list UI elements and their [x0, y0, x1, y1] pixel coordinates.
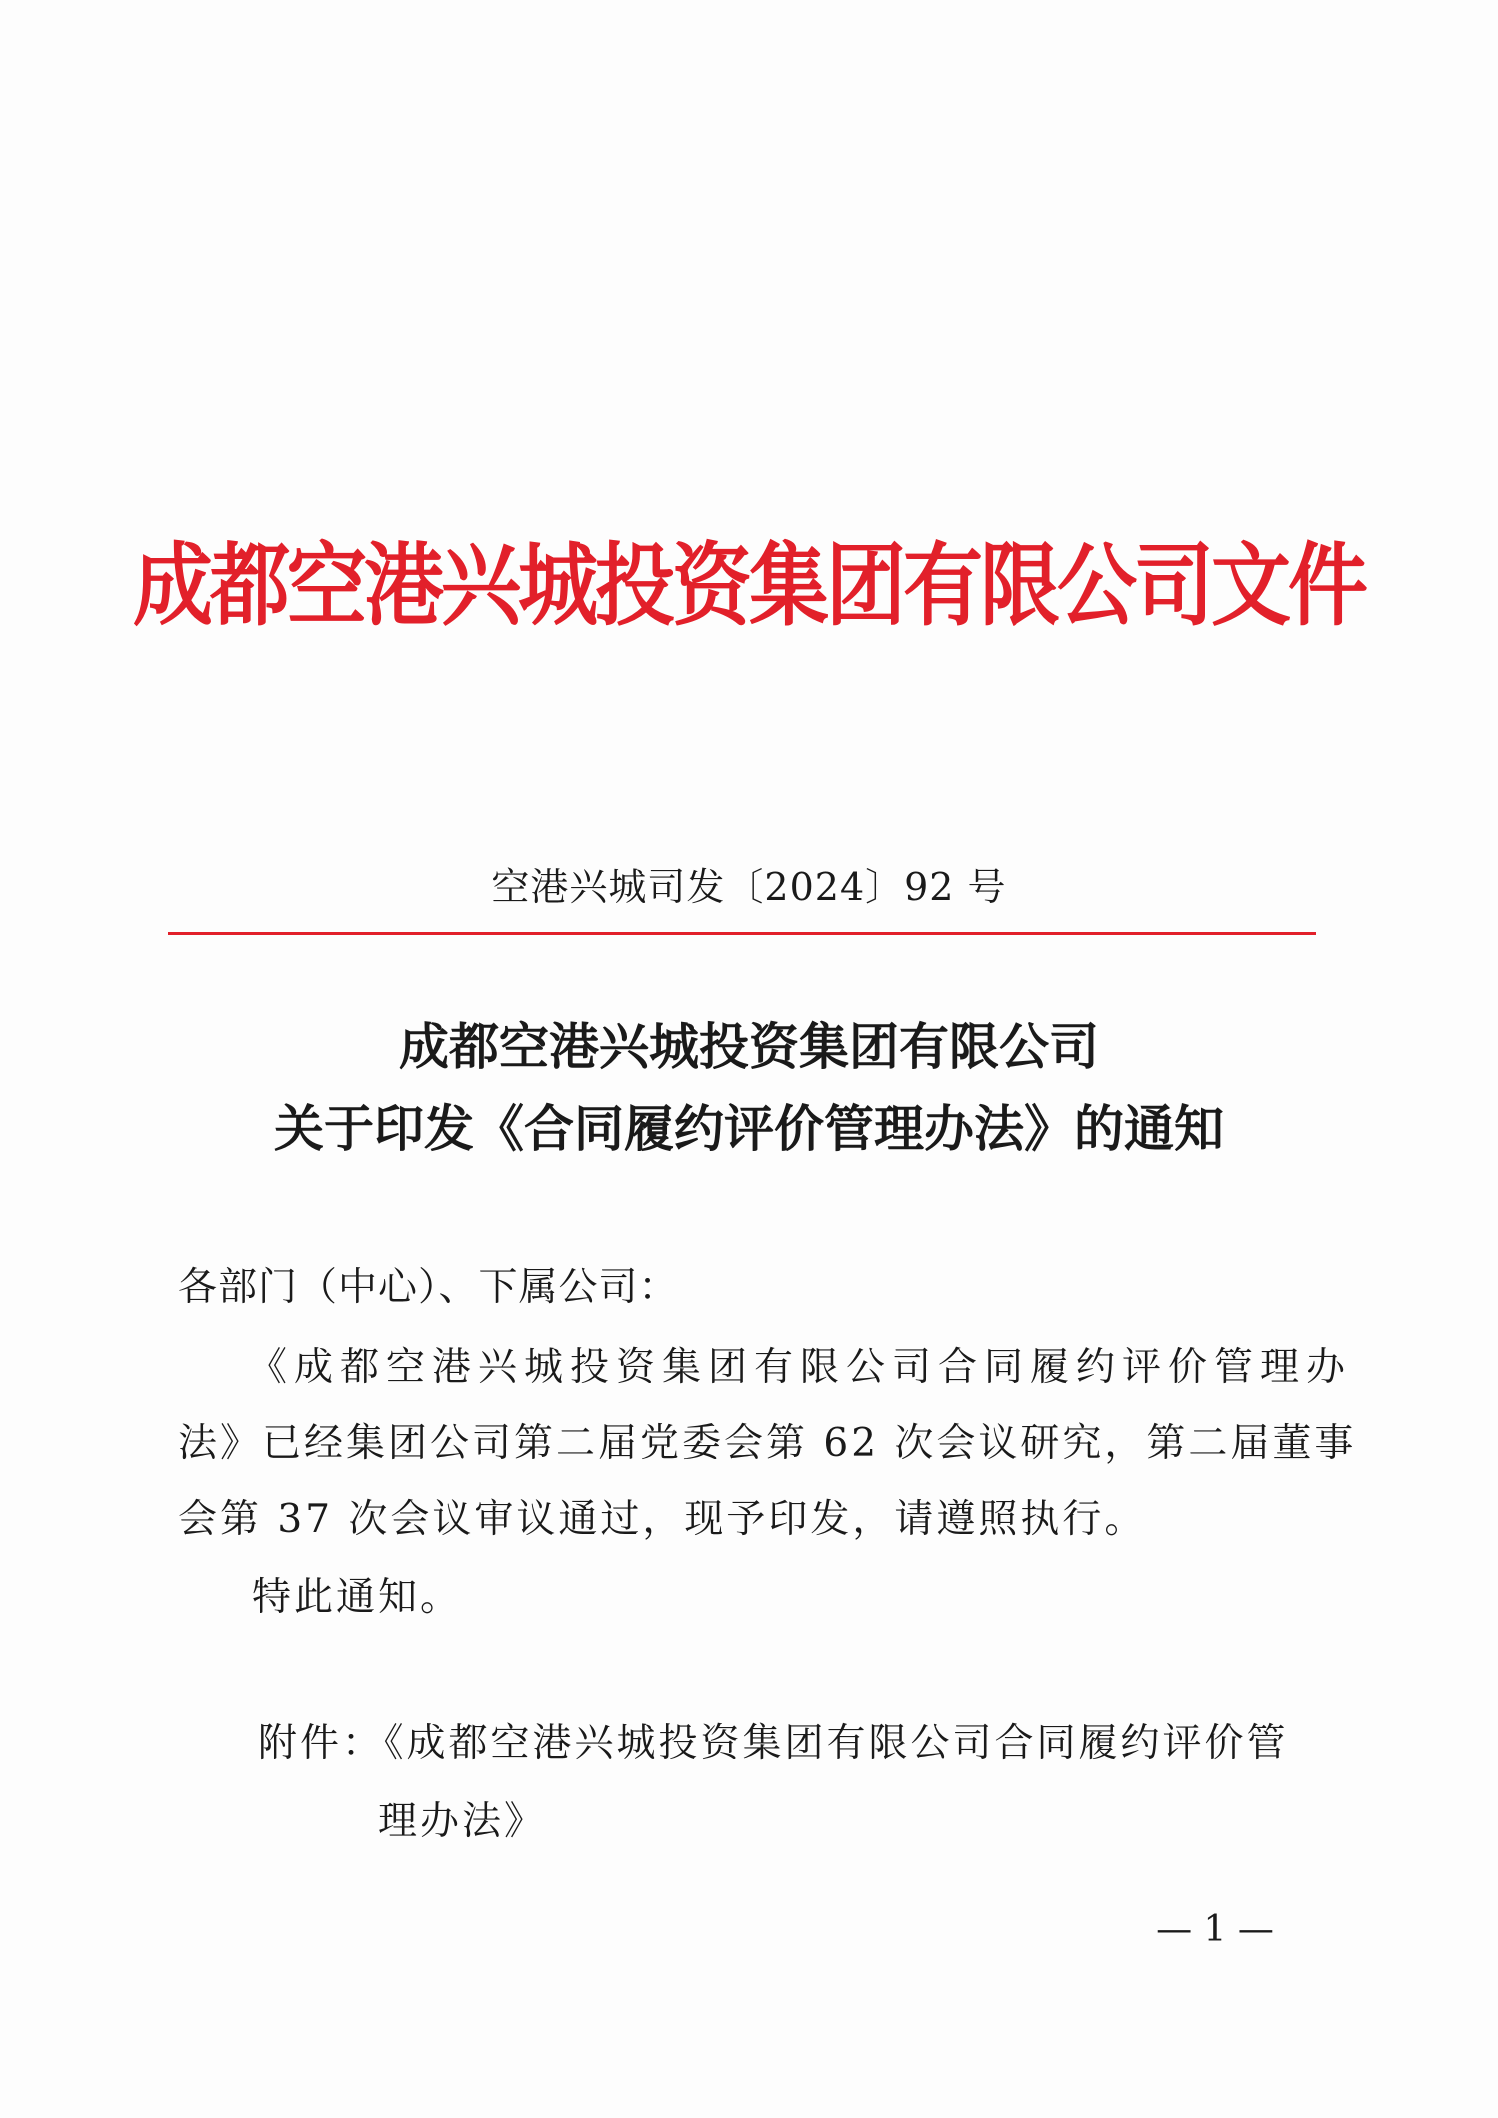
- closing-line: 特此通知。: [252, 1575, 463, 1620]
- salutation: 各部门（中心）、下属公司：: [178, 1265, 679, 1310]
- attachment-line-2: 理办法》: [378, 1799, 547, 1844]
- notice-title-line-1: 成都空港兴城投资集团有限公司: [399, 1017, 1099, 1076]
- document-header-title: 成都空港兴城投资集团有限公司文件: [133, 532, 1365, 638]
- document-number: 空港兴城司发〔2024〕92 号: [491, 865, 1007, 909]
- page-number: — 1 —: [1156, 1909, 1274, 1950]
- paragraph-line-3: 会第 37 次会议审议通过，现予印发，请遵照执行。: [178, 1497, 1147, 1542]
- paragraph-line-1: 《成都空港兴城投资集团有限公司合同履约评价管理办: [248, 1345, 1353, 1390]
- attachment-line-1: 附件：《成都空港兴城投资集团有限公司合同履约评价管: [258, 1721, 1289, 1766]
- red-divider-line: [168, 932, 1316, 935]
- paragraph-line-2: 法》已经集团公司第二届党委会第 62 次会议研究，第二届董事: [178, 1421, 1357, 1466]
- notice-title-line-2: 关于印发《合同履约评价管理办法》的通知: [274, 1099, 1224, 1158]
